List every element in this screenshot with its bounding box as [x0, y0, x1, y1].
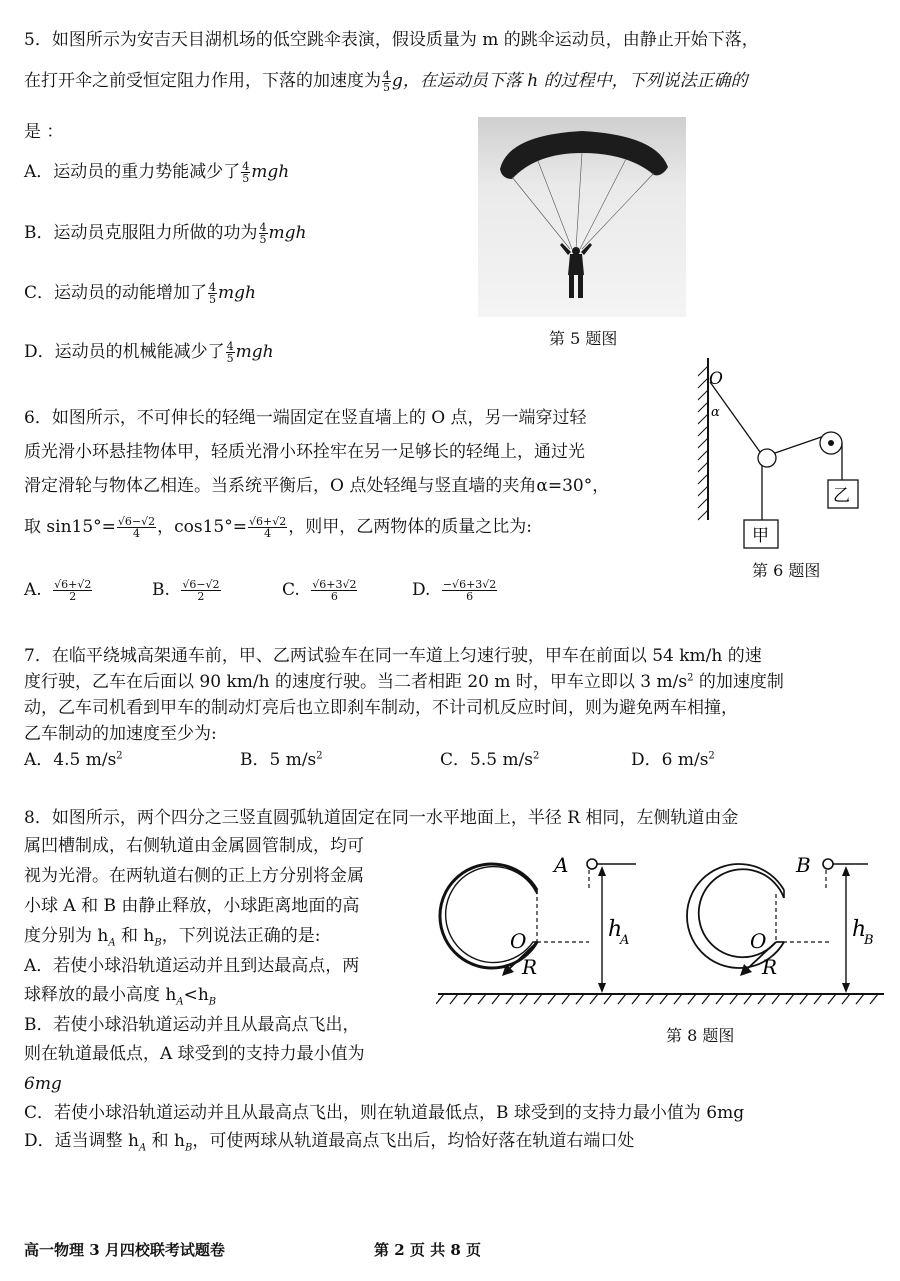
left-label-r: R: [522, 955, 538, 979]
left-height-arrowhead-down: [598, 983, 606, 993]
subscript: A: [138, 1142, 147, 1154]
q5-line2: [24, 69, 748, 93]
frac-num: 4: [383, 69, 390, 82]
option-label: A.: [24, 580, 42, 600]
q6-option-d: [412, 578, 498, 602]
q7-line2: [24, 670, 784, 694]
q7-option-b: [240, 748, 323, 772]
right-height-arrowhead-up: [842, 866, 850, 876]
q7-line2-part1: 度行驶，乙车在后面以 90 km/h 的速度行驶。当二者相距 20 m 时，甲车立即以 3 m/s: [24, 672, 688, 692]
q8-caption: 第 8 题图: [666, 1026, 735, 1045]
superscript: 2: [316, 750, 323, 762]
q7-line2-part2: 的加速度制: [693, 672, 784, 692]
q5-line2-part2: g，在运动员下落 h 的过程中，下列说法正确的: [392, 71, 748, 91]
q8-line5-part3: ，下列说法正确的是:: [161, 926, 321, 946]
label-h-left: h: [608, 917, 623, 942]
q5-option-a-mgh: mgh: [251, 162, 290, 182]
q8-option-d-part1: D．适当调整 h: [24, 1131, 139, 1151]
frac-num: √6+√2: [54, 578, 92, 591]
q8-option-a2-part1: 球释放的最小高度 h: [24, 985, 177, 1005]
q5-option-a-frac: [241, 161, 250, 184]
frac-den: 2: [181, 590, 220, 602]
q6-line1: 6．如图所示，不可伸长的轻绳一端固定在竖直墙上的 O 点，另一端穿过轻: [24, 408, 587, 428]
q7-line4: 乙车制动的加速度至少为:: [24, 724, 217, 744]
frac-num: √6−√2: [117, 515, 156, 528]
q8-option-b-line2: 则在轨道最低点，A 球受到的支持力最小值为: [24, 1044, 365, 1064]
q5-option-d: [24, 340, 274, 364]
q6-option-b: [152, 578, 222, 602]
q7-option-c-text: C．5.5 m/s: [440, 750, 534, 770]
q5-fraction: [382, 70, 391, 93]
frac-num: √6+3√2: [312, 578, 357, 591]
label-h-right: h: [852, 917, 867, 942]
subscript: A: [108, 937, 116, 949]
frac-den: 4: [117, 527, 156, 539]
pulley-axle: [828, 440, 834, 446]
frac-den: 5: [242, 172, 250, 185]
q7-line1: 7．在临平绕城高架通车前，甲、乙两试验车在同一车道上匀速行驶，甲车在前面以 54 km/h 的速: [24, 646, 762, 666]
label-b: B: [796, 853, 811, 877]
q5-option-b-text: B．运动员克服阻力所做的功为: [24, 223, 258, 243]
q6-option-c-frac: [311, 579, 357, 602]
q5-option-b-mgh: mgh: [268, 223, 307, 243]
q5-option-c-mgh: mgh: [218, 283, 256, 303]
label-h-right-sub: B: [864, 933, 874, 948]
superscript: 2: [116, 750, 123, 762]
q6-caption: 第 6 题图: [752, 561, 821, 580]
q8-option-a2-part2: <h: [183, 985, 209, 1005]
q7-option-a: [24, 748, 123, 772]
ball-a: [587, 859, 597, 869]
right-height-arrowhead-down: [842, 983, 850, 993]
fig-label-yi: 乙: [833, 486, 850, 506]
frac-num: 4: [226, 340, 234, 353]
fig-label-o: O: [709, 369, 723, 389]
frac-den: 4: [248, 527, 287, 539]
q6-option-d-frac: [442, 579, 497, 602]
q5-option-a-text: A．运动员的重力势能减少了: [24, 162, 241, 182]
q6-line2: 质光滑小环悬挂物体甲，轻质光滑小环拴牢在另一足够长的轻绳上，通过光: [24, 442, 585, 462]
frac-den: 6: [311, 590, 357, 602]
ball-b: [823, 859, 833, 869]
q8-line5-part1: 度分别为 h: [24, 926, 109, 946]
wall-hatching: [698, 366, 708, 520]
right-tube-outer: [687, 864, 784, 968]
q8-line2: 属凹槽制成，右侧轨道由金属圆管制成，均可: [24, 836, 364, 856]
option-label: C.: [282, 580, 300, 600]
q6-sin-frac: [117, 516, 156, 539]
frac-num: 4: [209, 281, 217, 294]
q5-caption: 第 5 题图: [549, 329, 618, 348]
frac-den: 5: [209, 293, 217, 306]
superscript: 2: [533, 750, 540, 762]
fig-label-jia: 甲: [752, 526, 769, 546]
q5-option-a: [24, 160, 289, 184]
fig-label-alpha: α: [711, 405, 720, 420]
q8-line5-part2: 和 h: [115, 926, 155, 946]
q6-option-b-frac: [181, 579, 220, 602]
right-label-r: R: [762, 955, 778, 979]
q6-line4-end: ，则甲，乙两物体的质量之比为:: [288, 517, 532, 537]
q6-cos-label: ，cos15°=: [157, 517, 247, 537]
subscript: A: [176, 996, 184, 1008]
q6-option-a: [24, 578, 93, 602]
q6-option-c: [282, 578, 358, 602]
q8-option-b-line3: 6mg: [24, 1074, 62, 1094]
q8-line5: [24, 924, 320, 948]
q5-option-c: [24, 281, 256, 305]
q8-line1: 8．如图所示，两个四分之三竖直圆弧轨道固定在同一水平地面上，半径 R 相同，左侧轨道由金: [24, 808, 739, 828]
q8-line3: 视为光滑。在两轨道右侧的正上方分别将金属: [24, 866, 364, 886]
page-number: 第 2 页 共 8 页: [374, 1241, 481, 1259]
q8-option-d-part2: 和 h: [146, 1131, 185, 1151]
frac-den: 2: [53, 590, 92, 602]
q5-option-b: [24, 221, 306, 245]
frac-num: √6+√2: [248, 515, 287, 528]
frac-den: 5: [383, 81, 390, 94]
right-tube-inner: [699, 869, 784, 957]
left-height-arrowhead-up: [598, 866, 606, 876]
q8-line4: 小球 A 和 B 由静止释放，小球距离地面的高: [24, 896, 360, 916]
parachute-photo: [478, 117, 686, 317]
subscript: B: [154, 937, 162, 949]
frac-num: 4: [259, 221, 267, 234]
frac-den: 6: [442, 590, 497, 602]
q7-option-a-text: A．4.5 m/s: [24, 750, 117, 770]
footer-title: 高一物理 3 月四校联考试题卷: [24, 1241, 225, 1259]
q5-line2-part1: 在打开伞之前受恒定阻力作用，下落的加速度为: [24, 71, 381, 91]
q8-option-a-line2: [24, 983, 216, 1007]
q6-sin-label: 取 sin15°=: [24, 517, 116, 537]
q7-option-d-text: D．6 m/s: [631, 750, 709, 770]
q5-option-b-frac: [259, 222, 268, 245]
q8-option-b-line1: B．若使小球沿轨道运动并且从最高点飞出，: [24, 1015, 360, 1035]
ground-hatching: [436, 994, 878, 1004]
q5-option-c-text: C．运动员的动能增加了: [24, 283, 208, 303]
q6-cos-frac: [248, 516, 287, 539]
label-h-left-sub: A: [620, 933, 630, 948]
q5-option-d-text: D．运动员的机械能减少了: [24, 342, 225, 362]
q5-option-d-mgh: mgh: [235, 342, 274, 362]
frac-den: 5: [259, 233, 267, 246]
q7-option-d: [631, 748, 715, 772]
q8-option-a-line1: A．若使小球沿轨道运动并且到达最高点，两: [24, 956, 360, 976]
q6-diagram: [692, 352, 872, 552]
subscript: B: [208, 996, 217, 1008]
left-label-o: O: [510, 929, 527, 953]
subscript: B: [184, 1142, 193, 1154]
q7-line3: 动，乙车司机看到甲车的制动灯亮后也立即刹车制动，不计司机反应时间，则为避免两车相撞，: [24, 698, 738, 718]
option-label: D.: [412, 580, 431, 600]
right-label-o: O: [750, 929, 767, 953]
q5-option-c-frac: [208, 282, 217, 305]
q6-option-a-frac: [53, 579, 92, 602]
q5-option-d-frac: [226, 341, 235, 364]
frac-num: 4: [242, 160, 250, 173]
frac-num: √6−√2: [182, 578, 220, 591]
frac-den: 5: [226, 352, 234, 365]
label-a: A: [554, 853, 569, 877]
q8-option-c: C．若使小球沿轨道运动并且从最高点飞出，则在轨道最低点，B 球受到的支持力最小值为 6mg: [24, 1103, 745, 1123]
q5-line1: 5．如图所示为安吉天目湖机场的低空跳伞表演，假设质量为 m 的跳伞运动员，由静止开始下落，: [24, 30, 759, 50]
superscript: 2: [687, 672, 694, 684]
q6-line4: [24, 515, 532, 539]
q5-line3: 是 ：: [24, 122, 64, 142]
q7-option-c: [440, 748, 539, 772]
q8-option-d: [24, 1129, 634, 1153]
q8-option-d-part3: ，可使两球从轨道最高点飞出后，均恰好落在轨道右端口处: [192, 1131, 635, 1151]
light-ring: [758, 449, 776, 467]
q7-option-b-text: B．5 m/s: [240, 750, 317, 770]
frac-num: −√6+3√2: [442, 578, 497, 591]
q8-diagram: [436, 848, 886, 1023]
q6-line3: 滑定滑轮与物体乙相连。当系统平衡后，O 点处轻绳与竖直墙的夹角α=30°，: [24, 476, 610, 496]
superscript: 2: [708, 750, 715, 762]
option-label: B.: [152, 580, 170, 600]
